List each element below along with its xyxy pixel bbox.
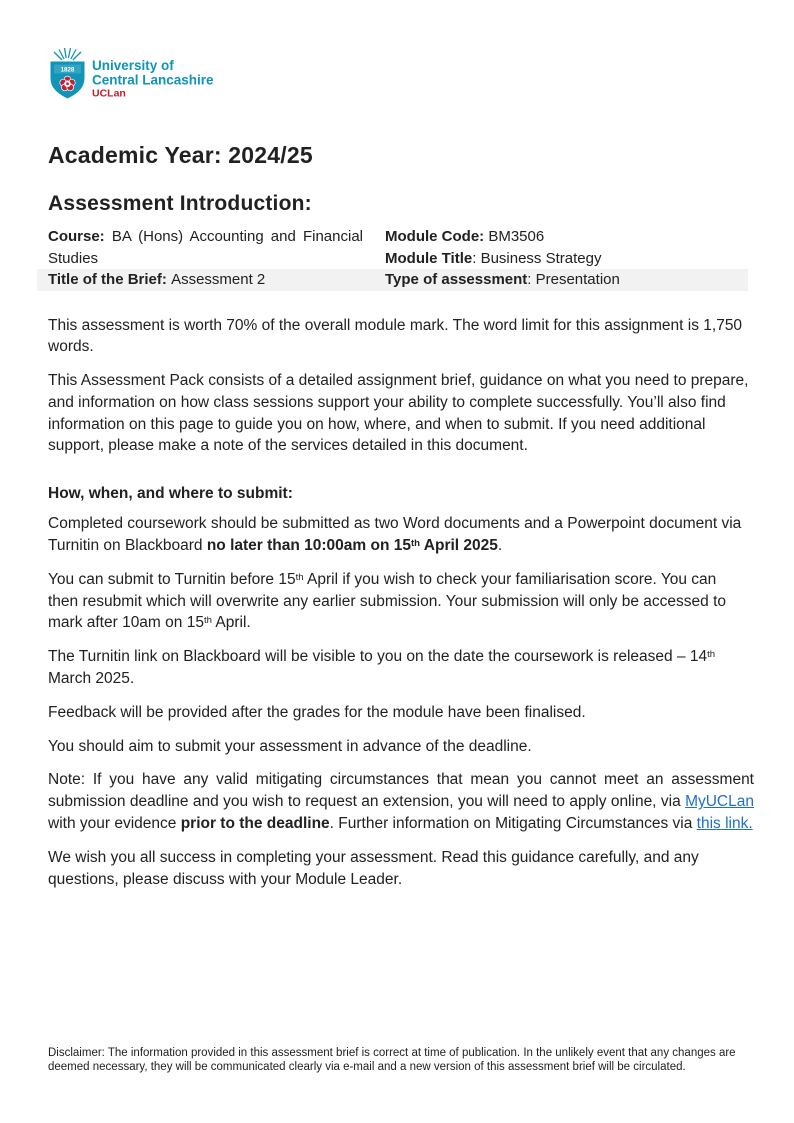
assessment-intro-heading: Assessment Introduction: xyxy=(48,192,312,215)
assessment-pack-paragraph: This Assessment Pack consists of a detailed assignment brief, guidance on what you need to prepare, and information on how class sessions support your ability to complete successfully. You’ll also find information on this page to guide you on how, where, and when to submit. If you need additional support, please make a note of the services detailed in this document. xyxy=(48,372,749,455)
assessment-type-cell: Type of assessment: Presentation xyxy=(385,271,620,288)
submit-section-heading: How, when, and where to submit: xyxy=(48,485,293,503)
module-code-cell: Module Code: BM3506 xyxy=(385,228,545,245)
familiarisation-paragraph: You can submit to Turnitin before 15th April if you wish to check your familiarisation score. You can then resubmit which will overwrite any earlier submission. Your submission will only be accessed to mark after 10am on 15th April. xyxy=(48,570,726,632)
shield-rays-icon xyxy=(54,48,81,60)
hyperlink[interactable]: MyUCLan xyxy=(685,793,754,811)
logo-abbr: UCLan xyxy=(92,87,126,100)
turnitin-link-paragraph: The Turnitin link on Blackboard will be visible to you on the date the coursework is released – 14th March 2025. xyxy=(48,648,716,688)
brief-title-cell: Title of the Brief: Assessment 2 xyxy=(48,271,266,288)
logo-university-name-line1: University of xyxy=(92,58,174,73)
module-title-cell: Module Title: Business Strategy xyxy=(385,249,602,267)
completed-coursework-paragraph: Completed coursework should be submitted as two Word documents and a Powerpoint document via Turnitin on Blackboard no later than 10:00am on 15th April 2025. xyxy=(48,515,742,555)
closing-paragraph: We wish you all success in completing your assessment. Read this guidance carefully, and any questions, please discuss with your Module Leader. xyxy=(48,848,699,888)
course-cell: Course: BA (Hons) Accounting and Financial Studies xyxy=(48,228,363,267)
shield-year-text: 1828 xyxy=(60,66,75,74)
uclan-logo xyxy=(48,48,218,100)
feedback-paragraph: Feedback will be provided after the grades for the module have been finalised. xyxy=(48,703,586,721)
logo-university-name-line2: Central Lancashire xyxy=(92,72,214,88)
course-info-table xyxy=(37,226,748,291)
disclaimer-text: Disclaimer: The information provided in this assessment brief is correct at time of publication. In the unlikely event that any changes are deemed necessary, they will be communicated clearly via e-mail and a new version of this assessment brief will be circulated. xyxy=(48,1047,736,1073)
logo-wordmark xyxy=(92,58,214,100)
worth-paragraph: This assessment is worth 70% of the overall module mark. The word limit for this assignment is 1,750 words. xyxy=(48,316,743,356)
hyperlink[interactable]: this link. xyxy=(696,815,753,833)
academic-year-heading: Academic Year: 2024/25 xyxy=(48,142,313,168)
course-module-row xyxy=(37,226,748,269)
shield-icon xyxy=(51,62,85,99)
brief-type-row xyxy=(37,269,748,291)
mitigating-note-paragraph: Note: If you have any valid mitigating circumstances that mean you cannot meet an assessment submission deadline and you wish to request an extension, you will need to apply online, via MyUCLan with your evidence prior to the deadline. Further information on Mitigating Circumstances via this link. xyxy=(48,771,754,833)
uclan-logo-graphic xyxy=(48,48,218,100)
aim-paragraph: You should aim to submit your assessment in advance of the deadline. xyxy=(48,737,532,755)
